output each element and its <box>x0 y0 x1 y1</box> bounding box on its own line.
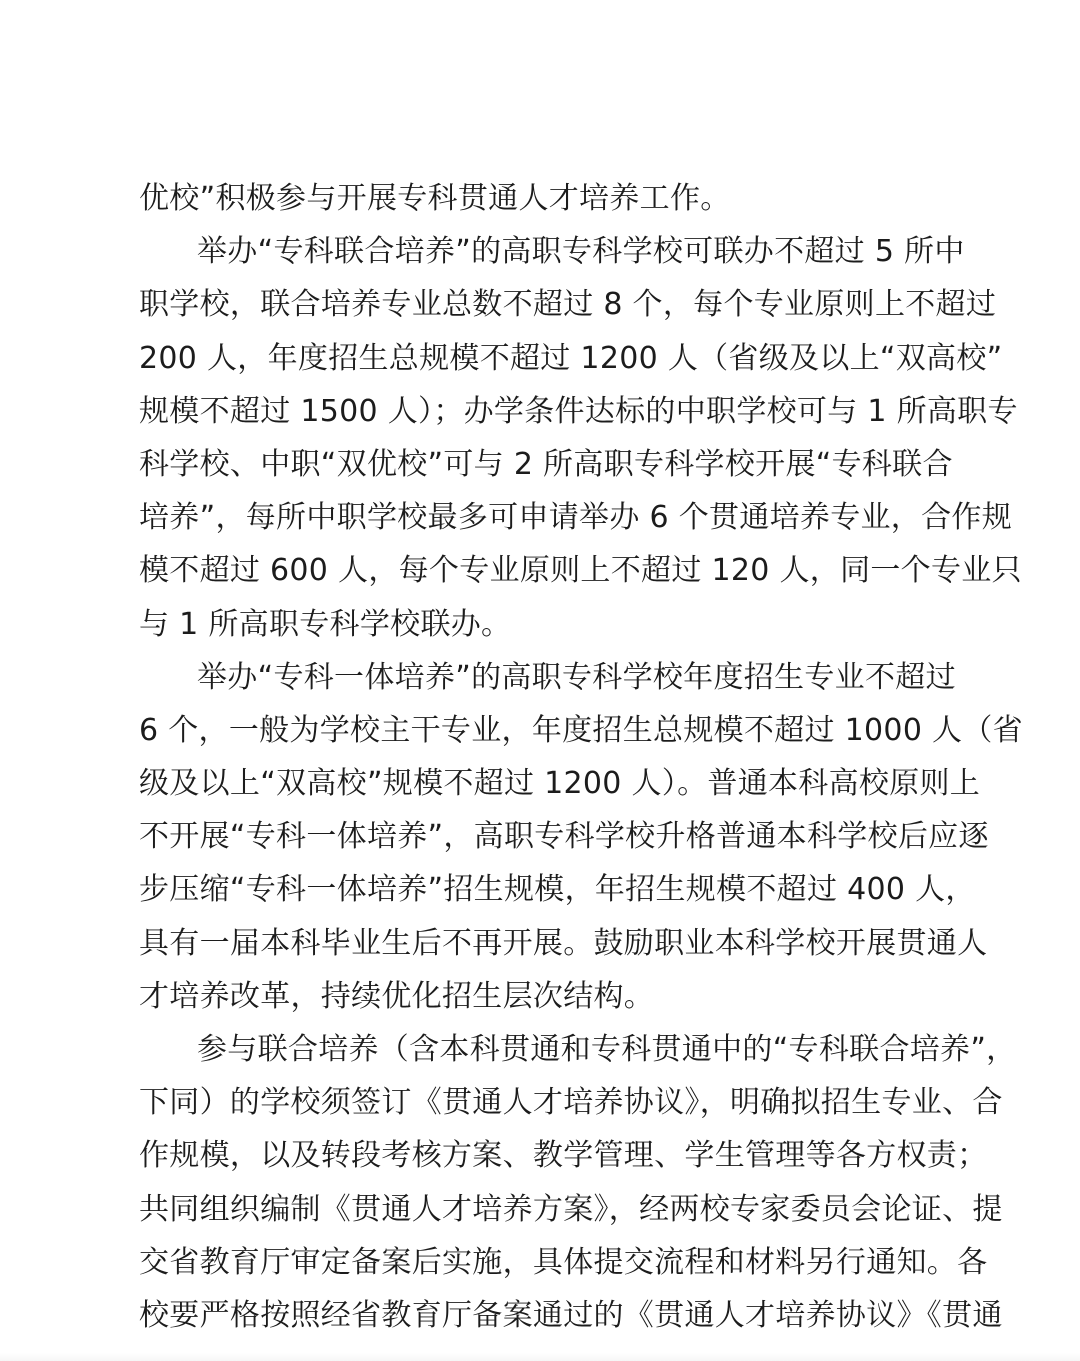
text-line-15: 具有一届本科毕业生后不再开展。鼓励职业本科学校开展贯通人 <box>139 925 988 961</box>
text-line-10: 举办“专科一体培养”的高职专科学校年度招生专业不超过 <box>197 659 956 695</box>
text-line-3: 职学校，联合培养专业总数不超过 8 个，每个专业原则上不超过 <box>139 287 997 323</box>
text-line-16: 才培养改革，持续优化招生层次结构。 <box>139 978 655 1014</box>
text-line-7: 培养”，每所中职学校最多可申请举办 6 个贯通培养专业，合作规 <box>139 500 1012 536</box>
page-bottom-edge <box>0 1353 1080 1361</box>
text-line-19: 作规模，以及转段考核方案、教学管理、学生管理等各方权责； <box>139 1138 988 1174</box>
text-line-21: 交省教育厅审定备案后实施，具体提交流程和材料另行通知。各 <box>139 1244 988 1280</box>
text-line-2: 举办“专科联合培养”的高职专科学校可联办不超过 5 所中 <box>197 234 965 270</box>
text-line-17: 参与联合培养（含本科贯通和专科贯通中的“专科联合培养”， <box>197 1032 1017 1067</box>
text-line-12: 级及以上“双高校”规模不超过 1200 人）。普通本科高校原则上 <box>139 766 981 802</box>
text-line-9: 与 1 所高职专科学校联办。 <box>139 606 512 642</box>
document-body <box>139 172 1023 1342</box>
text-line-1: 优校”积极参与开展专科贯通人才培养工作。 <box>139 181 731 216</box>
text-line-20: 共同组织编制《贯通人才培养方案》，经两校专家委员会论证、提 <box>139 1191 1003 1227</box>
text-line-18: 下同）的学校须签订《贯通人才培养协议》，明确拟招生专业、合 <box>139 1085 1003 1121</box>
text-line-22: 校要严格按照经省教育厅备案通过的《贯通人才培养协议》《贯通 <box>139 1297 1003 1333</box>
text-line-4: 200 人，年度招生总规模不超过 1200 人（省级及以上“双高校” <box>139 340 1003 376</box>
text-line-5: 规模不超过 1500 人）；办学条件达标的中职学校可与 1 所高职专 <box>139 393 1018 429</box>
text-line-8: 模不超过 600 人，每个专业原则上不超过 120 人，同一个专业只 <box>139 553 1022 589</box>
text-line-6: 科学校、中职“双优校”可与 2 所高职专科学校开展“专科联合 <box>139 446 953 482</box>
text-line-11: 6 个，一般为学校主干专业，年度招生总规模不超过 1000 人（省 <box>139 712 1023 748</box>
text-line-14: 步压缩“专科一体培养”招生规模，年招生规模不超过 400 人， <box>139 872 976 908</box>
text-line-13: 不开展“专科一体培养”，高职专科学校升格普通本科学校后应逐 <box>139 819 989 855</box>
